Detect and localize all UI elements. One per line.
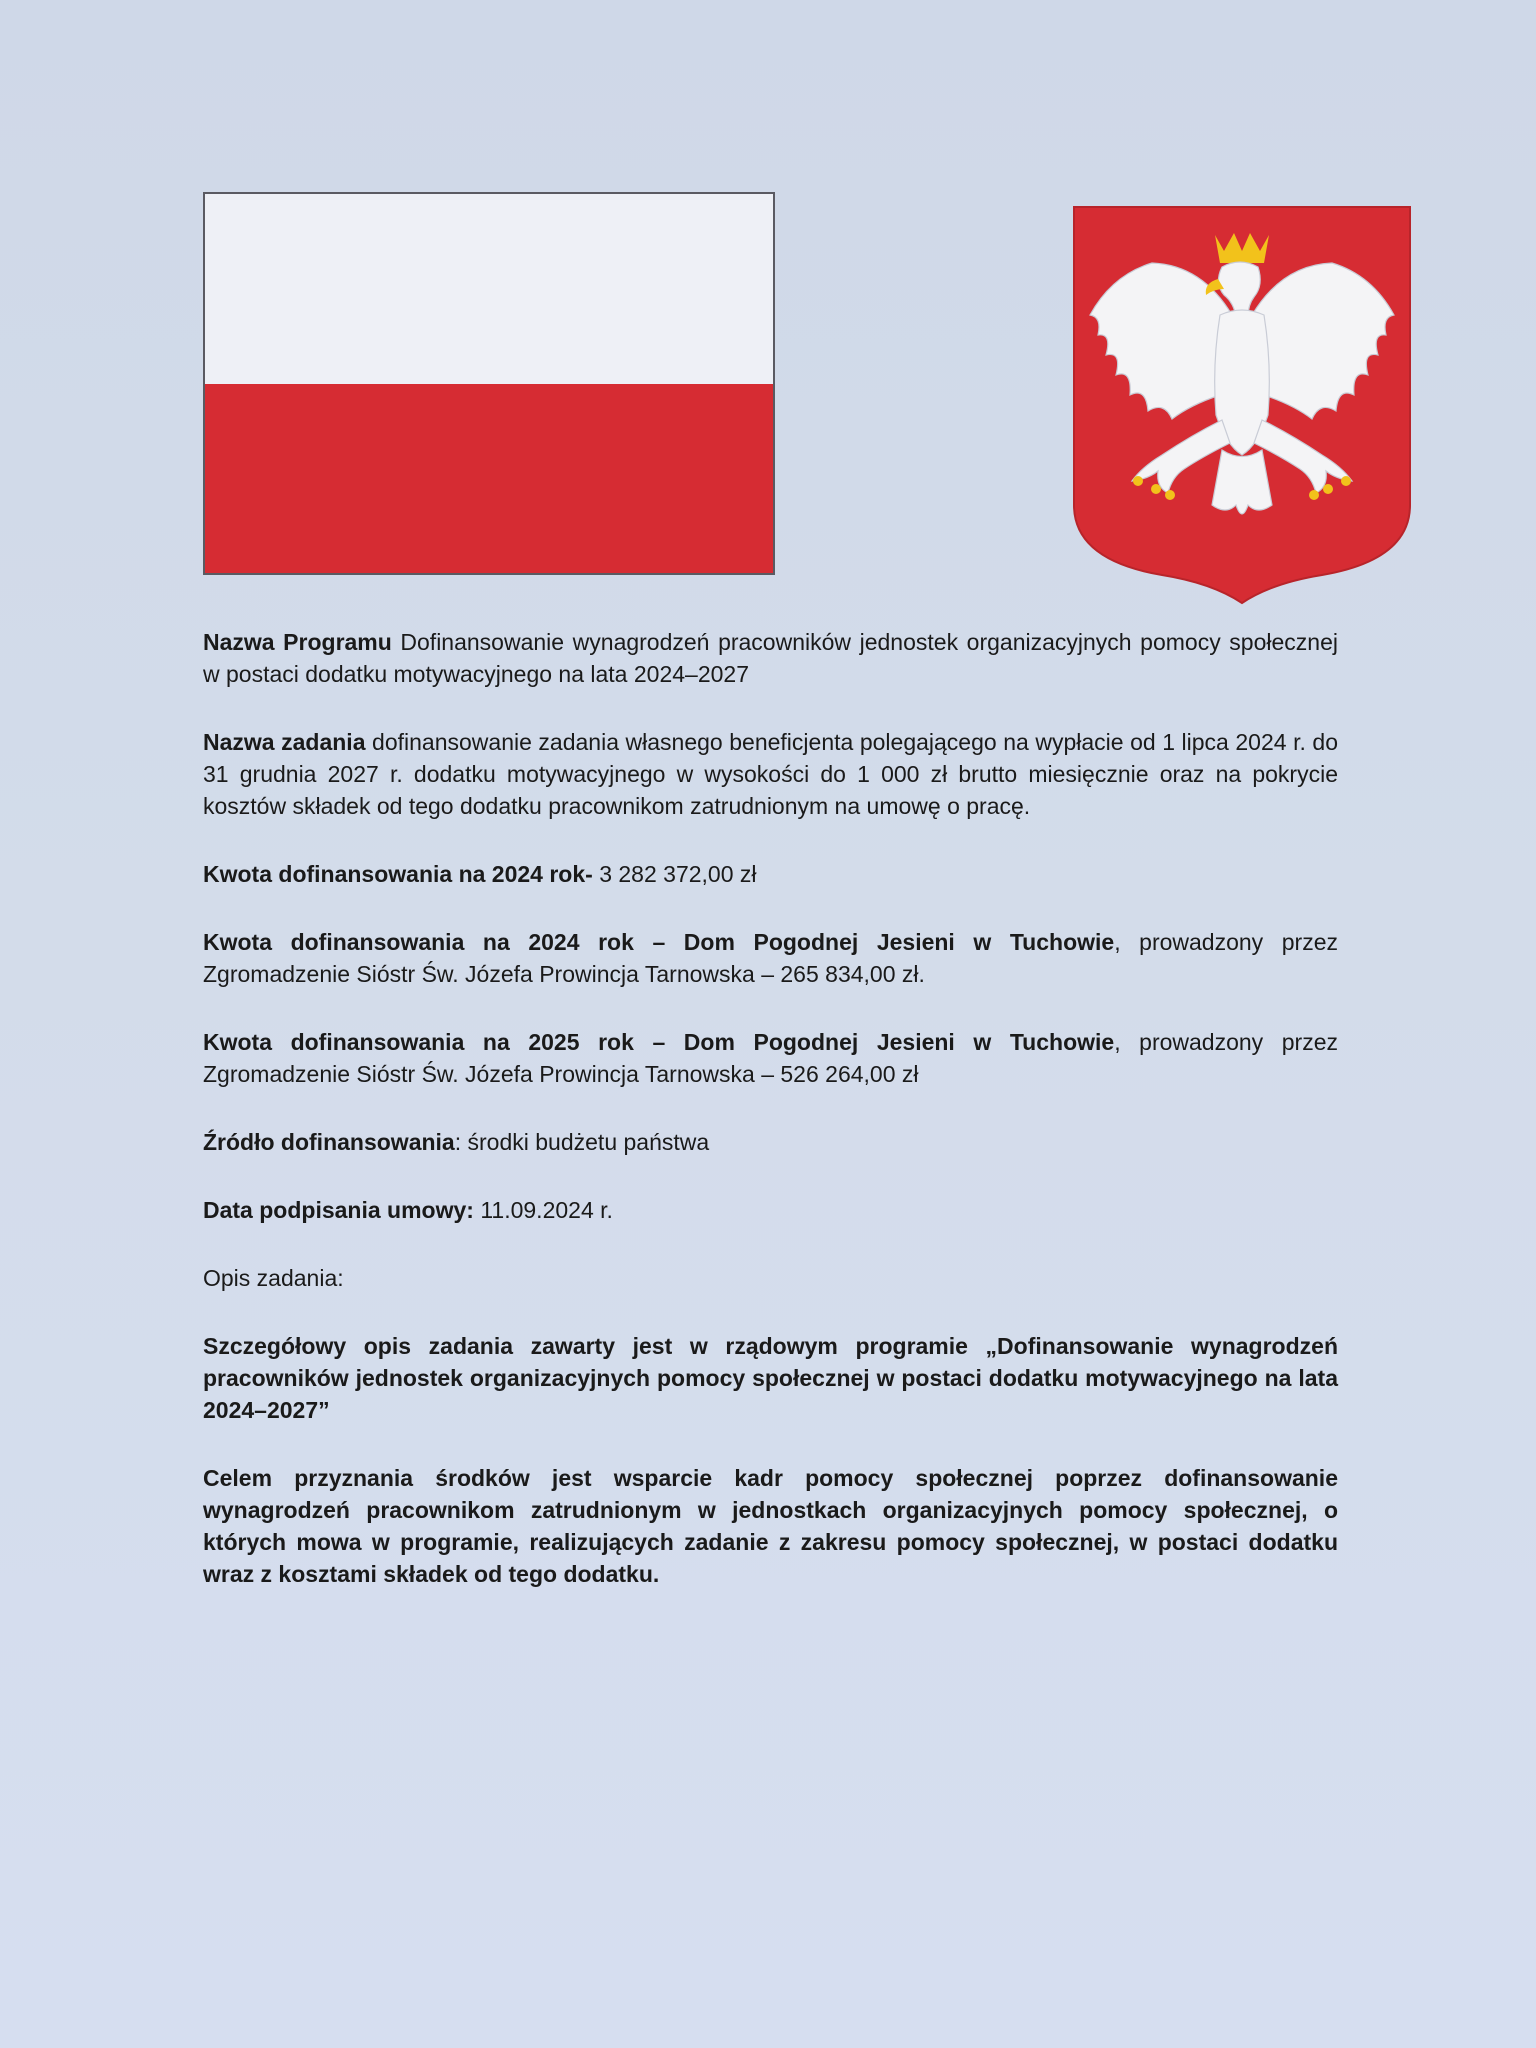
description-detail: Szczegółowy opis zadania zawarty jest w rządowym programie „Dofinansowanie wynagrodzeń pracowników jednostek organizacyjnych pomocy społecznej w postaci dodatku motywacyjnego na lata 2024–2027” [203, 1333, 1338, 1423]
description-heading: Opis zadania: [203, 1265, 344, 1291]
flag-red-stripe [205, 384, 773, 574]
goal-paragraph: Celem przyznania środków jest wsparcie kadr pomocy społecznej poprzez dofinansowanie wynagrodzeń pracownikom zatrudnionym w jednostkach organizacyjnych pomocy społecznej, o których mowa w programie, realizujących zadanie z zakresu pomocy społecznej, w postaci dodatku wraz z kosztami składek od tego dodatku. [203, 1465, 1338, 1587]
program-text: Dofinansowanie wynagrodzeń pracowników jednostek organizacyjnych pomocy społecznej w postaci dodatku motywacyjnego na lata 2024–2027 [203, 629, 1338, 687]
polish-flag [203, 192, 775, 575]
amount-2024-home-text: , prowadzony przez Zgromadzenie Sióstr Św. Józefa Prowincja Tarnowska – 265 834,00 zł. [203, 929, 1338, 987]
signing-label: Data podpisania umowy: [203, 1197, 474, 1223]
program-paragraph [203, 626, 1338, 690]
white-eagle-emblem-icon [1072, 205, 1412, 605]
task-paragraph [203, 726, 1338, 822]
task-text: dofinansowanie zadania własnego beneficjenta polegającego na wypłacie od 1 lipca 2024 r. do 31 grudnia 2027 r. dodatku motywacyjnego w wysokości do 1 000 zł brutto miesięcznie oraz na pokrycie kosztów składek od tego dodatku pracownikom zatrudnionym na umowę o pracę. [203, 729, 1338, 819]
amount-2024-home-paragraph [203, 926, 1338, 990]
source-paragraph [203, 1126, 1338, 1158]
source-text: : środki budżetu państwa [454, 1129, 710, 1155]
amount-2025-home-text: , prowadzony przez Zgromadzenie Sióstr Św. Józefa Prowincja Tarnowska – 526 264,00 zł [203, 1029, 1338, 1087]
signing-date: 11.09.2024 r. [473, 1197, 613, 1223]
amount-2025-home-paragraph [203, 1026, 1338, 1090]
amount-2024-label: Kwota dofinansowania na 2024 rok- [203, 861, 593, 887]
source-label: Źródło dofinansowania [203, 1129, 455, 1155]
amount-2024-home-label: Kwota dofinansowania na 2024 rok – Dom Pogodnej Jesieni w Tuchowie [203, 929, 1115, 955]
program-label: Nazwa Programu [203, 629, 392, 655]
amount-2025-home-label: Kwota dofinansowania na 2025 rok – Dom Pogodnej Jesieni w Tuchowie [203, 1029, 1115, 1055]
document-body [203, 626, 1338, 1626]
signing-paragraph [203, 1194, 1338, 1226]
flag-white-stripe [205, 194, 773, 384]
amount-2024-paragraph [203, 858, 1338, 890]
task-label: Nazwa zadania [203, 729, 366, 755]
amount-2024-value: 3 282 372,00 zł [592, 861, 757, 887]
